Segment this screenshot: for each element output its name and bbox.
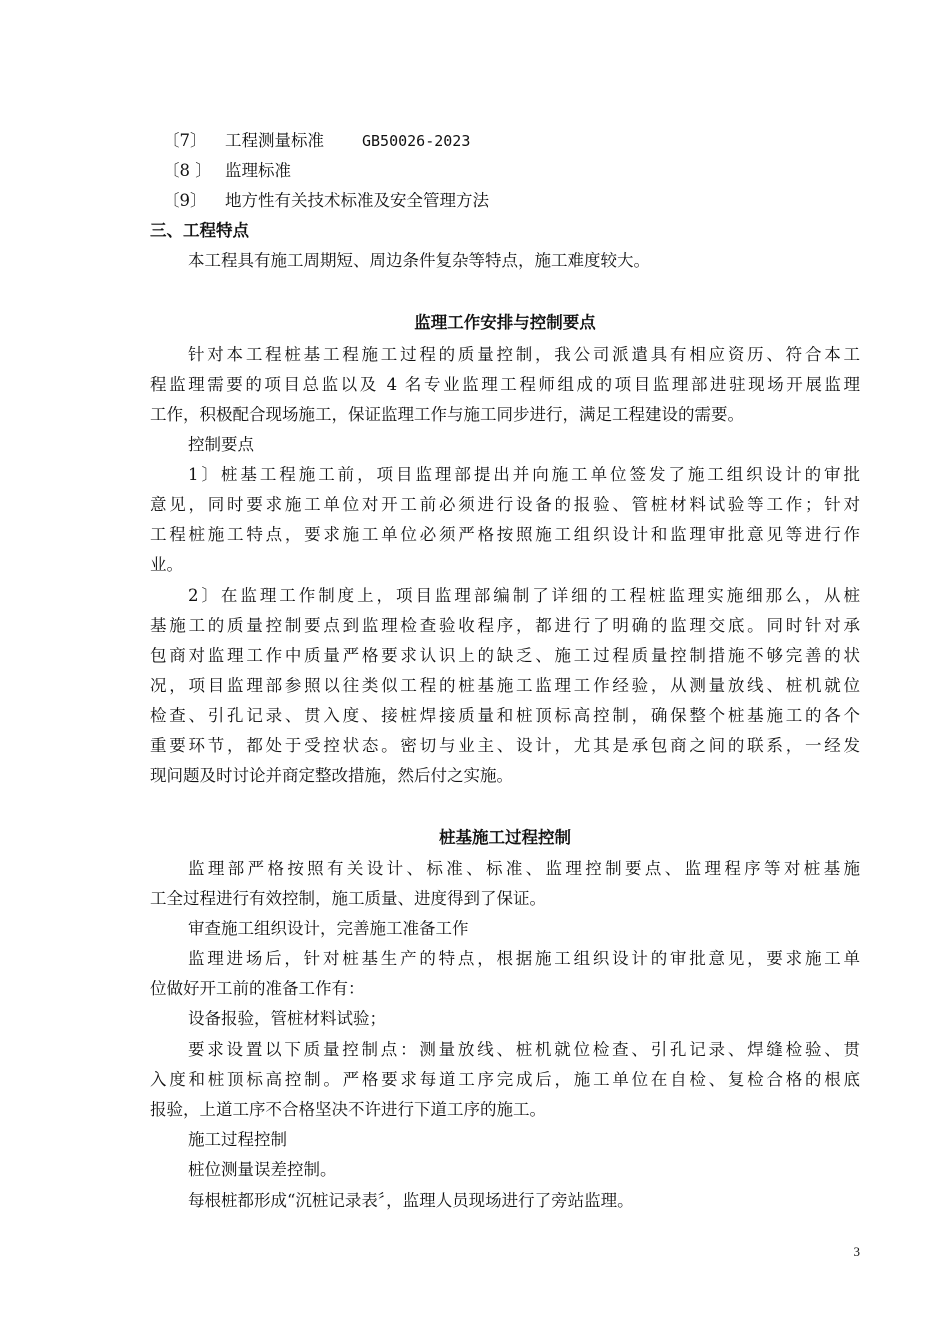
section-title: 监理工作安排与控制要点 [414, 313, 596, 332]
paragraph-line: 工作，积极配合现场施工，保证监理工作与施工同步进行，满足工程建设的需要。 [150, 405, 744, 424]
paragraph-line: 程监理需要的项目总监以及 4 名专业监理工程师组成的项目监理部进驻现场开展监理 [150, 375, 860, 394]
paragraph-line: 要求设置以下质量控制点：测量放线、桩机就位检查、引孔记录、焊缝检验、贯 [188, 1040, 860, 1059]
standard-text: 监理标准 [225, 161, 291, 180]
standard-number: 〔9〕 [163, 191, 207, 210]
paragraph-line: 意见，同时要求施工单位对开工前必须进行设备的报验、管桩材料试验等工作；针对 [150, 495, 860, 514]
paragraph-line: 1〕桩基工程施工前，项目监理部提出并向施工单位签发了施工组织设计的审批 [188, 465, 860, 484]
review-label: 审查施工组织设计，完善施工准备工作 [188, 919, 469, 938]
position-line: 桩位测量误差控制。 [188, 1160, 337, 1179]
paragraph-line: 2〕在监理工作制度上，项目监理部编制了详细的工程桩监理实施细那么，从桩 [188, 586, 860, 605]
paragraph-line: 包商对监理工作中质量严格要求认识上的缺乏、施工过程质量控制措施不够完善的状 [150, 646, 860, 665]
record-line: 每根桩都形成“沉桩记录表〞，监理人员现场进行了旁站监理。 [188, 1191, 634, 1210]
paragraph-line: 业。 [150, 555, 183, 574]
paragraph-line: 基施工的质量控制要点到监理检查验收程序，都进行了明确的监理交底。同时针对承 [150, 616, 860, 635]
standard-code: GB50026-2023 [362, 132, 471, 150]
paragraph-line: 监理进场后，针对桩基生产的特点，根据施工组织设计的审批意见，要求施工单 [188, 949, 860, 968]
section-heading: 三、工程特点 [150, 221, 249, 240]
standard-text: 工程测量标准 [225, 131, 324, 150]
paragraph-line: 针对本工程桩基工程施工过程的质量控制，我公司派遣具有相应资历、符合本工 [188, 345, 860, 364]
standard-text: 地方性有关技术标准及安全管理方法 [225, 191, 489, 210]
control-points-label: 控制要点 [188, 435, 254, 454]
paragraph-line: 工程桩施工特点，要求施工单位必须严格按照施工组织设计和监理审批意见等进行作 [150, 525, 860, 544]
standard-item-7 [163, 126, 873, 156]
paragraph-line: 入度和桩顶标高控制。严格要求每道工序完成后，施工单位在自检、复检合格的根底 [150, 1070, 860, 1089]
standard-item-9 [163, 186, 873, 216]
paragraph-line: 况，项目监理部参照以往类似工程的桩基施工监理工作经验，从测量放线、桩机就位 [150, 676, 860, 695]
process-label: 施工过程控制 [188, 1130, 287, 1149]
paragraph-line: 本工程具有施工周期短、周边条件复杂等特点，施工难度较大。 [188, 251, 650, 270]
equipment-line: 设备报验，管桩材料试验； [188, 1009, 386, 1028]
standard-number: 〔7〕 [163, 131, 207, 150]
paragraph-line: 检查、引孔记录、贯入度、接桩焊接质量和桩顶标高控制，确保整个桩基施工的各个 [150, 706, 860, 725]
paragraph-line: 监理部严格按照有关设计、标准、标准、监理控制要点、监理程序等对桩基施 [188, 859, 860, 878]
paragraph-line: 重要环节，都处于受控状态。密切与业主、设计，尤其是承包商之间的联系，一经发 [150, 736, 860, 755]
standard-item-8 [163, 156, 873, 186]
paragraph-line: 位做好开工前的准备工作有： [150, 979, 365, 998]
paragraph-line: 现问题及时讨论并商定整改措施，然后付之实施。 [150, 766, 513, 785]
standard-number: 〔8 〕 [163, 161, 212, 180]
paragraph-line: 报验，上道工序不合格坚决不许进行下道工序的施工。 [150, 1100, 546, 1119]
paragraph-line: 工全过程进行有效控制，施工质量、进度得到了保证。 [150, 889, 546, 908]
section-title: 桩基施工过程控制 [439, 828, 571, 847]
page-number: 3 [853, 1244, 860, 1259]
